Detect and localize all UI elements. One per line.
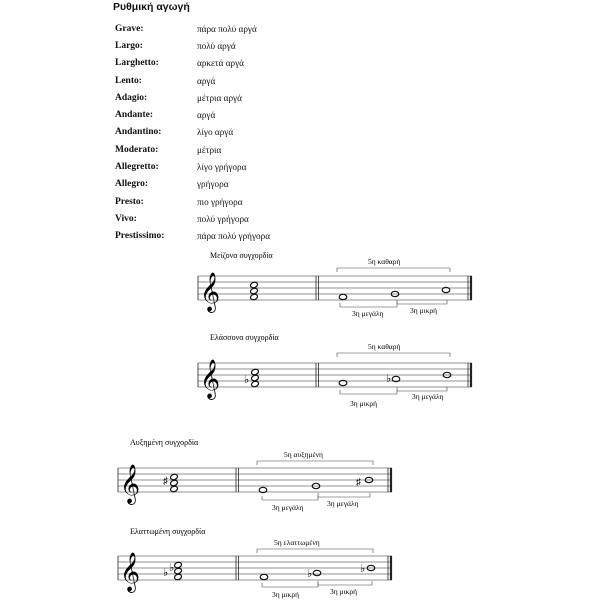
tempo-term: Presto:: [115, 196, 144, 207]
lower-third-label: 3η μικρή: [350, 399, 378, 408]
tempo-term: Allegro:: [115, 179, 149, 190]
chord-name: Αυξημένη συγχορδία: [130, 438, 199, 447]
tempo-meaning: πάρα πολύ γρήγορα: [197, 231, 271, 242]
treble-clef-icon: 𝄞: [120, 554, 141, 591]
tempo-term: Andantino:: [115, 127, 162, 138]
interval-brackets: [337, 353, 450, 394]
page-title: Ρυθμική αγωγή: [113, 1, 190, 13]
tempo-meaning: αργά: [197, 75, 216, 86]
staff-major: [198, 251, 472, 318]
chord-notes: [250, 281, 259, 300]
chord-name: Μείζονα συγχορδία: [210, 251, 273, 260]
lower-third-label: 3η μεγάλη: [352, 309, 384, 318]
interval-brackets: [337, 268, 450, 307]
tempo-meaning: αρκετά αργά: [197, 58, 244, 69]
staff-augmented: [118, 438, 392, 512]
tempo-term: Largo:: [115, 40, 143, 51]
tempo-term: Allegretto:: [115, 162, 159, 173]
tempo-meaning: πολύ γρήγορα: [197, 213, 249, 224]
tempo-meaning: λίγο αργά: [197, 127, 234, 138]
staff-minor: [198, 333, 472, 408]
fifth-label: 5η καθαρή: [368, 342, 401, 351]
tempo-meaning: γρήγορα: [197, 179, 229, 190]
flat-icon: ♭: [163, 567, 169, 579]
sharp-icon: ♯: [163, 476, 168, 487]
tempo-term: Lento:: [115, 75, 142, 86]
sharp-icon: ♯: [356, 477, 361, 488]
tempo-meaning: πιο γρήγορα: [197, 196, 243, 207]
tempo-meaning: μέτρια: [197, 144, 222, 155]
staff-lines: [198, 276, 472, 300]
tempo-meaning: πάρα πολύ αργά: [197, 23, 257, 34]
tempo-term: Andante:: [115, 110, 154, 121]
treble-clef-icon: 𝄞: [120, 466, 141, 503]
tempo-meaning: αργά: [197, 110, 216, 121]
staff-lines: [118, 468, 392, 492]
flat-icon: ♭: [360, 563, 366, 575]
tempo-term: Larghetto:: [115, 58, 159, 69]
tempo-meaning: μέτρια αργά: [197, 92, 242, 103]
lower-third-label: 3η μεγάλη: [272, 503, 304, 512]
chord-name: Ελάσσονα συγχορδία: [210, 333, 279, 342]
arpeggio-notes: [339, 372, 451, 385]
tempo-meaning: λίγο γρήγορα: [197, 162, 247, 173]
staff-diminished: [118, 527, 392, 599]
tempo-term: Grave:: [115, 23, 144, 34]
tempo-term: Moderato:: [115, 144, 159, 155]
chord-notes: [170, 473, 179, 492]
tempo-term: Vivo:: [115, 213, 137, 224]
tempo-meaning: πολύ αργά: [197, 40, 236, 51]
arpeggio-notes: [339, 287, 450, 299]
upper-third-label: 3η μικρή: [330, 587, 358, 596]
chord-notes: [251, 368, 260, 387]
treble-clef-icon: 𝄞: [200, 361, 221, 398]
fifth-label: 5η αυξημένη: [284, 450, 323, 459]
upper-third-label: 3η μικρή: [410, 306, 438, 315]
fifth-label: 5η καθαρή: [368, 257, 401, 266]
flat-icon: ♭: [244, 374, 250, 386]
treble-clef-icon: 𝄞: [200, 274, 221, 311]
flat-icon: ♭: [386, 373, 392, 385]
flat-icon: ♭: [307, 568, 313, 580]
staff-lines: [198, 363, 472, 387]
tempo-term: Adagio:: [115, 92, 148, 103]
tempo-term: Prestissimo:: [115, 231, 165, 242]
lower-third-label: 3η μικρή: [272, 590, 300, 599]
fifth-label: 5η ελαττωμένη: [274, 538, 320, 547]
upper-third-label: 3η μεγάλη: [412, 392, 444, 401]
chord-notes: [174, 561, 183, 580]
upper-third-label: 3η μεγάλη: [327, 499, 359, 508]
arpeggio-notes: [260, 565, 375, 579]
staff-lines: [118, 556, 392, 580]
chord-name: Ελαττωμένη συγχορδία: [130, 527, 206, 536]
flat-icon: ♭: [169, 562, 175, 574]
